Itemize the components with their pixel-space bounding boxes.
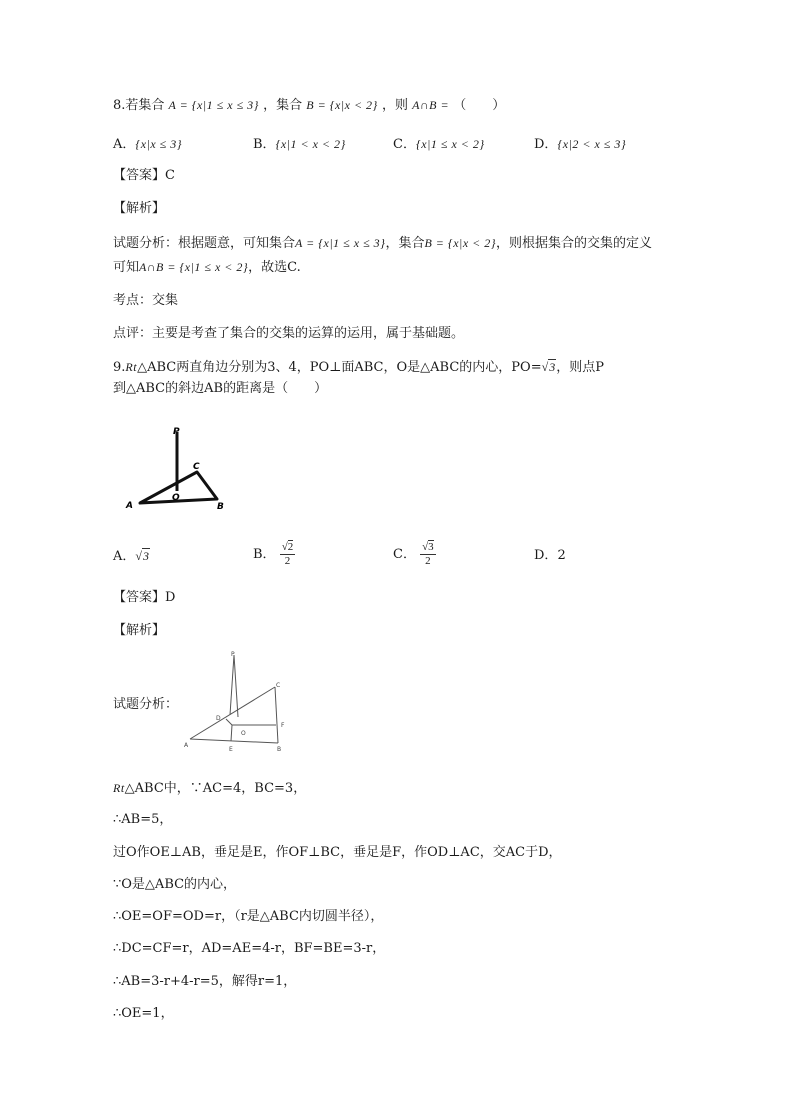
- q8-stem: 8.若集合 A = {x|1 ≤ x ≤ 3} ，集合 B = {x|x < 2} ，则 A∩B = （ ）: [113, 98, 506, 113]
- q8-analysis-line1: 试题分析：根据题意，可知集合A = {x|1 ≤ x ≤ 3}，集合B = {x|x < 2}，则根据集合的交集的定义: [113, 236, 653, 251]
- fig2-po-line: [234, 655, 238, 717]
- q8-expr: A∩B =: [412, 98, 450, 112]
- fig2-label-f: F: [281, 722, 285, 729]
- q9-figure-tetrahedron: [120, 420, 240, 515]
- q8-option-a: A．{x|x ≤ 3}: [113, 137, 183, 152]
- q9-answer: 【答案】D: [113, 590, 176, 605]
- q8-dianping: 点评：主要是考查了集合的交集的运算的运用，属于基础题。: [113, 326, 465, 341]
- q9-stem-line1: 9.Rt△ABC两直角边分别为3、4，PO⊥面ABC，O是△ABC的内心，PO=√3，则点P: [113, 360, 604, 375]
- fig1-label-p: P: [173, 427, 180, 437]
- q9-analysis-intro: 试题分析：: [113, 697, 179, 712]
- q9-step-1: Rt△ABC中，∵AC=4，BC=3，: [113, 781, 307, 796]
- q9-option-c: C． $\frac{√3}{2}$: [393, 541, 434, 567]
- q9-step-8: ∴OE=1，: [113, 1006, 174, 1021]
- q9-option-b: B． $\frac{√2}{2}$: [253, 541, 294, 567]
- q9-step-7: ∴AB=3-r+4-r=5，解得r=1，: [113, 974, 297, 989]
- fig2-label-e: E: [229, 746, 233, 753]
- fig1-label-a: A: [126, 501, 133, 511]
- fig2-label-o: O: [241, 730, 246, 737]
- q8-answer: 【答案】C: [113, 168, 175, 183]
- fig1-label-b: B: [217, 502, 224, 512]
- fig2-od-line: [226, 719, 232, 725]
- fig2-label-b: B: [277, 746, 282, 753]
- q8-option-b: B．{x|1 < x < 2}: [253, 137, 346, 152]
- q9-option-d: D．2: [534, 548, 566, 563]
- q9-step-5: ∴OE=OF=OD=r，（r是△ABC内切圆半径），: [113, 909, 384, 924]
- q9-step-4: ∵O是△ABC的内心，: [113, 877, 237, 892]
- q8-analysis-heading: 【解析】: [113, 201, 166, 216]
- q9-step-2: ∴AB=5，: [113, 812, 173, 827]
- q9-option-a: A．√3: [113, 549, 149, 564]
- fig2-bc-line: [275, 687, 278, 743]
- q8-set-b: B = {x|x < 2}: [306, 98, 378, 112]
- fig2-label-d: D: [216, 715, 221, 722]
- fig2-label-a: A: [184, 742, 189, 749]
- fig2-oe-line: [231, 725, 232, 741]
- fig1-label-o: O: [172, 493, 180, 503]
- q8-analysis-line2: 可知A∩B = {x|1 ≤ x < 2}，故选C.: [113, 260, 301, 275]
- q9-analysis-heading: 【解析】: [113, 623, 166, 638]
- fig2-label-p: P: [231, 651, 235, 658]
- q9-step-3: 过O作OE⊥AB，垂足是E，作OF⊥BC，垂足是F，作OD⊥AC，交AC于D，: [113, 845, 562, 860]
- fig2-label-c: C: [276, 682, 281, 689]
- q9-figure-solution: [178, 645, 293, 757]
- q8-option-c: C．{x|1 ≤ x < 2}: [393, 137, 485, 152]
- q8-kaodian: 考点：交集: [113, 293, 179, 308]
- fig2-pa-line: [230, 655, 234, 715]
- q8-option-d: D．{x|2 < x ≤ 3}: [534, 137, 627, 152]
- q9-step-6: ∴DC=CF=r，AD=AE=4-r，BF=BE=3-r，: [113, 941, 386, 956]
- fig1-label-c: C: [193, 462, 200, 472]
- q9-stem-line2: 到△ABC的斜边AB的距离是（ ）: [113, 381, 328, 396]
- fig2-ab-line: [190, 739, 278, 743]
- fig2-ac-line: [190, 687, 275, 739]
- q8-set-a: A = {x|1 ≤ x ≤ 3}: [168, 98, 259, 112]
